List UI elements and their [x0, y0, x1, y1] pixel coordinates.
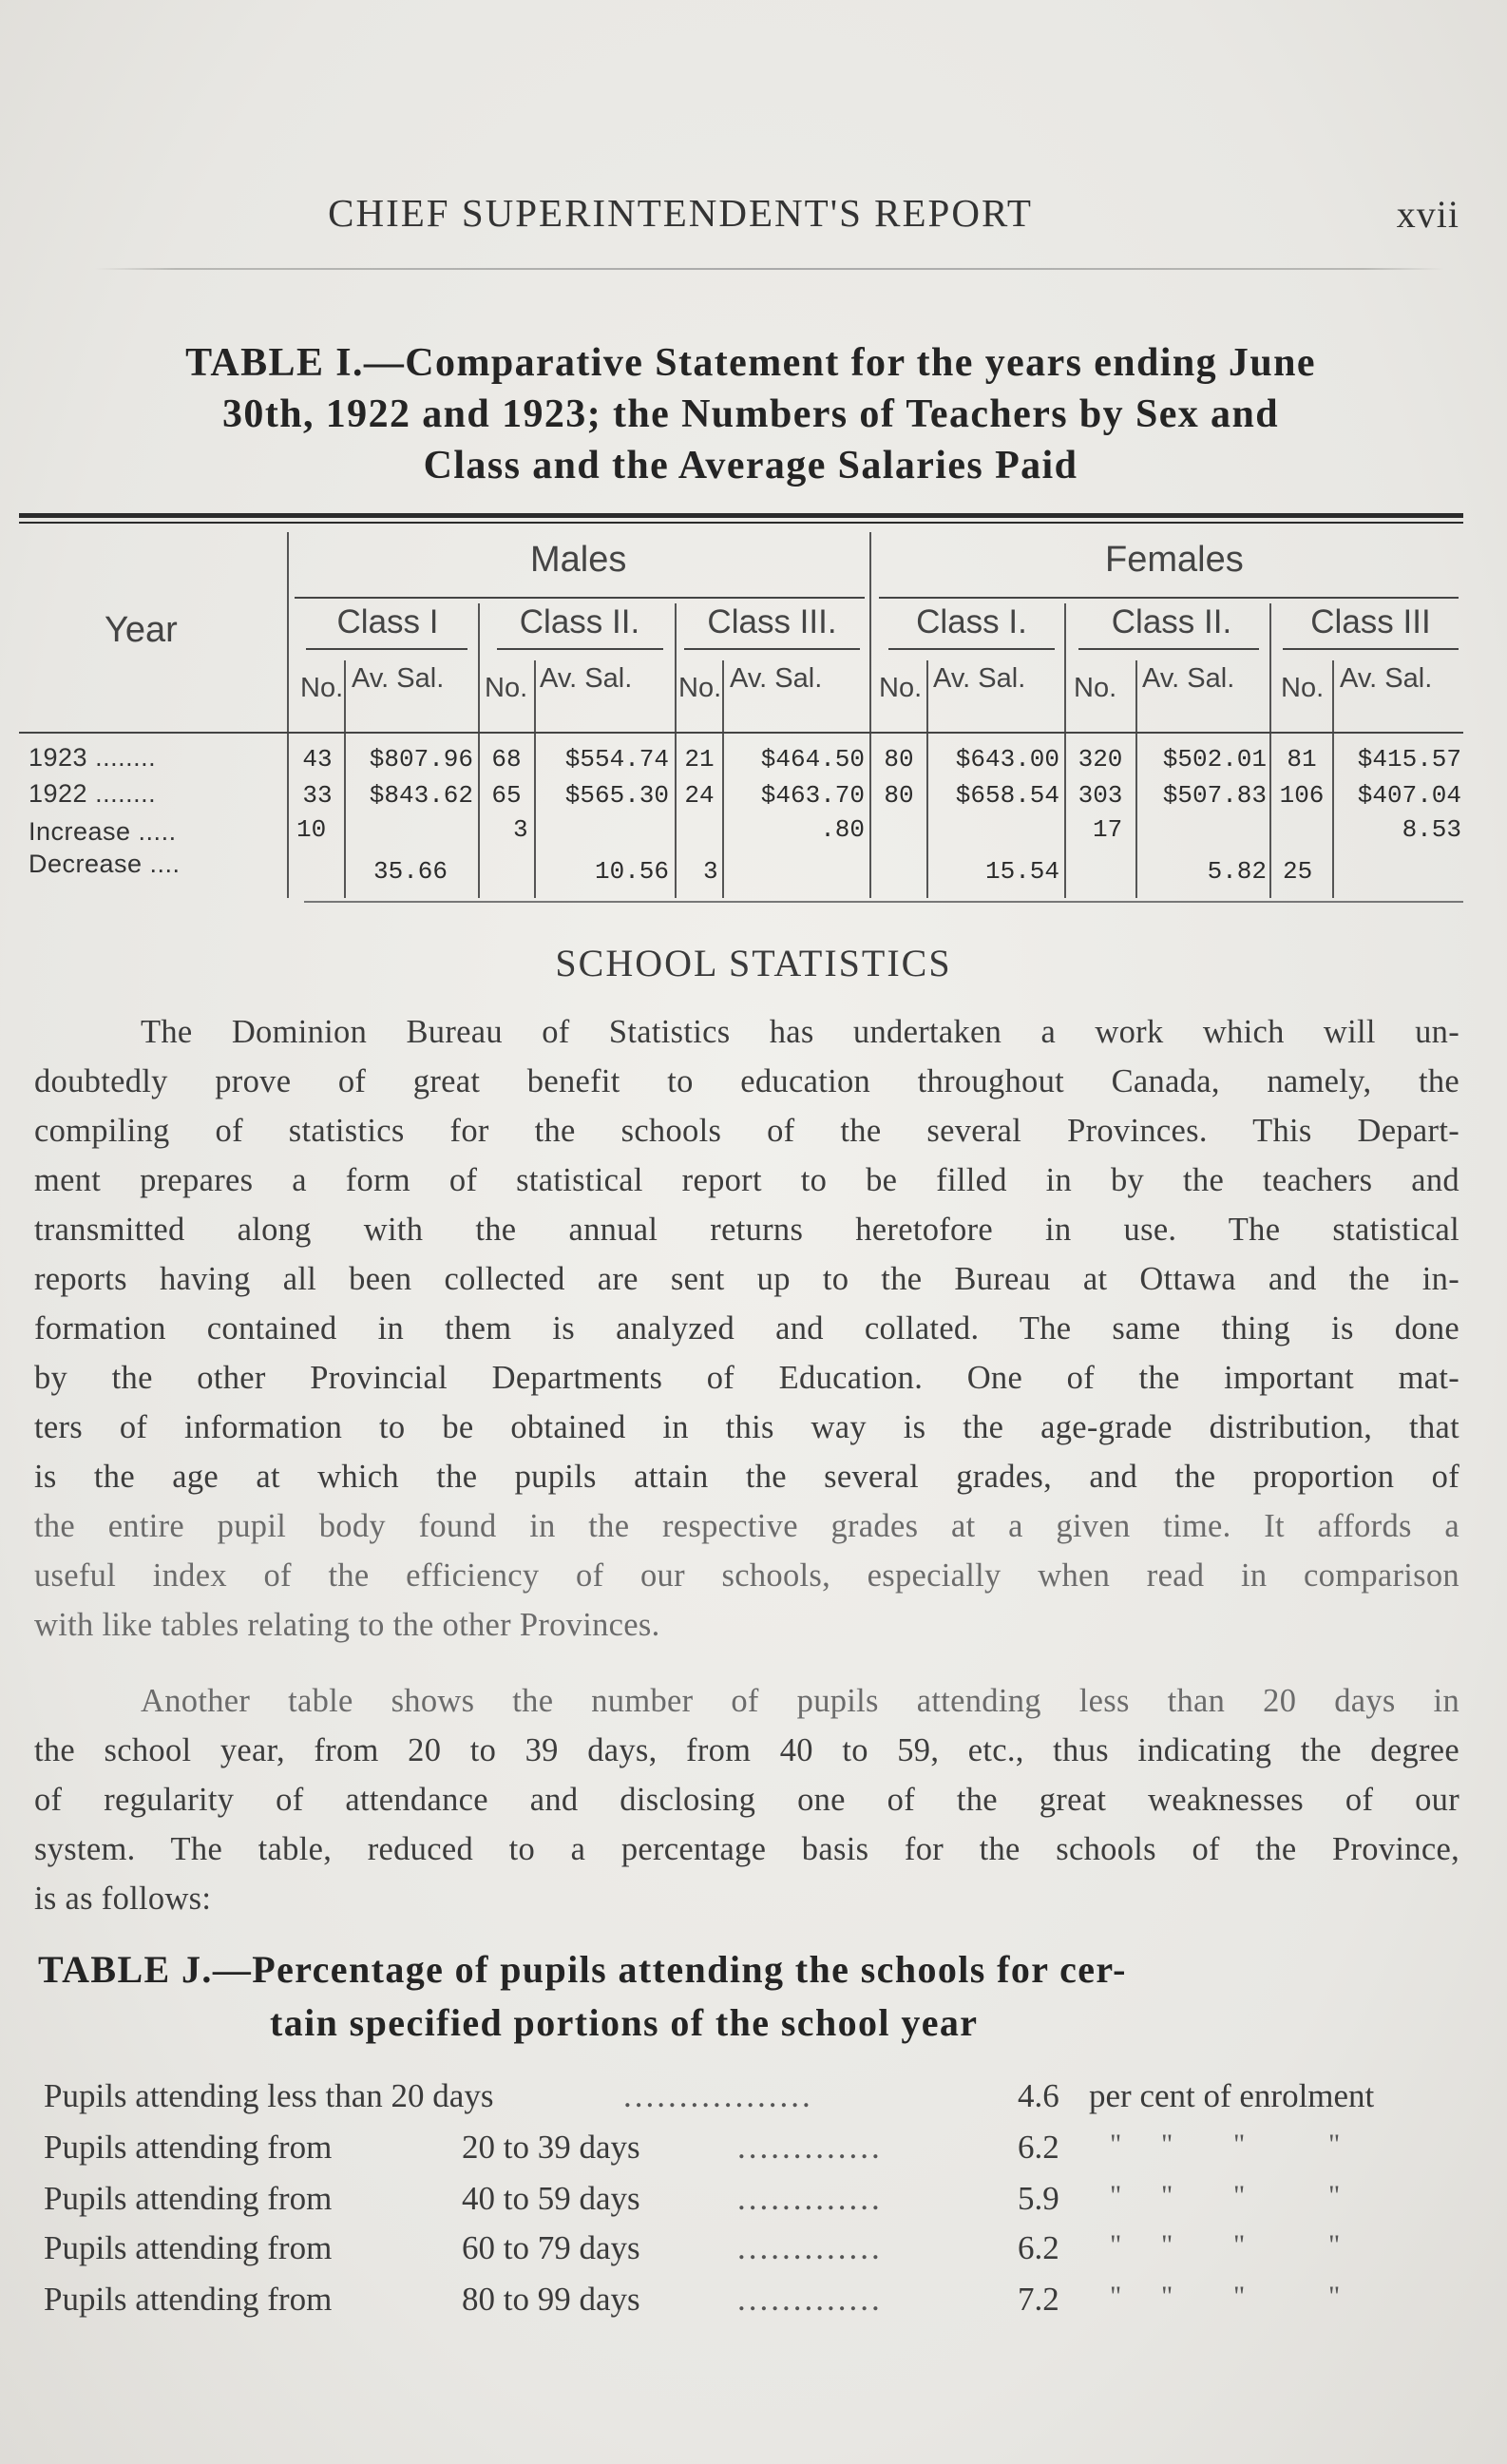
attendance-value: 5.9	[1018, 2180, 1059, 2217]
ditto-mark: "	[1233, 2129, 1246, 2160]
attendance-value: 6.2	[1018, 2129, 1059, 2166]
attendance-row	[44, 2180, 1469, 2227]
class-header: Class III	[1310, 603, 1431, 640]
leader-dots: .............	[737, 2129, 883, 2166]
table-vline	[1332, 660, 1334, 898]
text-line: doubtedly prove of great benefit to education throughout Canada, namely, the	[34, 1063, 1459, 1099]
table-vline	[1135, 660, 1137, 898]
table-j-title-line: tain specified portions of the school year	[270, 2001, 979, 2044]
table-cell: 80	[884, 745, 914, 774]
table-cell: $415.57	[1357, 745, 1461, 774]
running-title: CHIEF SUPERINTENDENT'S REPORT	[328, 191, 1033, 235]
table-cell: $565.30	[564, 781, 669, 810]
class-underline	[497, 648, 663, 650]
text-line: is as follows:	[34, 1881, 212, 1917]
attendance-label: Pupils attending from	[44, 2281, 333, 2318]
attendance-label: Pupils attending from	[44, 2180, 333, 2217]
males-underline	[295, 597, 865, 599]
table-vline	[1269, 603, 1271, 898]
table-cell: 15.54	[984, 857, 1059, 886]
text-line: with like tables relating to the other Provinces.	[34, 1607, 660, 1643]
header-rule	[95, 268, 1444, 270]
table-cell: 10.56	[594, 857, 669, 886]
table-cell: 80	[884, 781, 914, 810]
table-cell: 10	[296, 815, 327, 844]
attendance-label: Pupils attending from	[44, 2229, 333, 2266]
paragraph-1	[34, 1007, 1459, 1650]
table-vline	[534, 660, 536, 898]
males-header: Males	[530, 540, 627, 580]
table-cell: 320	[1078, 745, 1123, 774]
ditto-mark: "	[1328, 2229, 1341, 2261]
class-header: Class I.	[916, 603, 1027, 640]
table-i-title-line: TABLE I.—Comparative Statement for the years ending June	[185, 341, 1316, 385]
table-i-title-line: Class and the Average Salaries Paid	[423, 444, 1078, 487]
text-line: useful index of the efficiency of our schools, especially when read in comparison	[34, 1557, 1459, 1594]
table-cell: $554.74	[564, 745, 669, 774]
class-underline	[684, 648, 860, 650]
page-number: xvii	[1396, 193, 1459, 236]
ditto-mark: "	[1110, 2129, 1122, 2160]
table-cell: $502.01	[1162, 745, 1267, 774]
row-label: Increase .....	[29, 817, 177, 846]
table-cell: $807.96	[369, 745, 473, 774]
class-underline	[306, 648, 467, 650]
no-subheader: No.	[1074, 673, 1117, 703]
paragraph-2	[34, 1676, 1459, 1923]
ditto-mark: "	[1328, 2129, 1341, 2160]
table-cell: $407.04	[1357, 781, 1461, 810]
ditto-mark: "	[1110, 2229, 1122, 2261]
ditto-mark: "	[1161, 2229, 1173, 2261]
table-vline	[869, 532, 871, 898]
table-cell: $658.54	[955, 781, 1059, 810]
table-cell: 24	[684, 781, 715, 810]
attendance-row	[44, 2229, 1469, 2277]
text-line: the entire pupil body found in the respective grades at a given time. It affords a	[34, 1508, 1459, 1544]
ditto-mark: "	[1233, 2229, 1246, 2261]
no-subheader: No.	[300, 673, 344, 703]
ditto-mark: "	[1161, 2180, 1173, 2211]
table-cell: $843.62	[369, 781, 473, 810]
attendance-range: 20 to 39 days	[462, 2129, 640, 2166]
year-column-header: Year	[105, 610, 178, 650]
table-vline	[1064, 603, 1066, 898]
row-label: 1922 ........	[29, 779, 157, 808]
text-line: is the age at which the pupils attain the several grades, and the proportion of	[34, 1459, 1459, 1495]
attendance-row	[44, 2281, 1469, 2328]
ditto-mark: "	[1233, 2180, 1246, 2211]
text-line: Another table shows the number of pupils attending less than 20 days in	[141, 1683, 1459, 1719]
attendance-range: 40 to 59 days	[462, 2180, 640, 2217]
text-line: by the other Provincial Departments of Education. One of the important mat-	[34, 1360, 1459, 1396]
avsal-subheader: Av. Sal.	[1142, 663, 1235, 694]
table-top-rule	[19, 513, 1463, 518]
text-line: compiling of statistics for the schools of the several Provinces. This Depart-	[34, 1113, 1459, 1149]
table-cell: 3	[703, 857, 718, 886]
table-vline	[675, 603, 677, 898]
text-line: ters of information to be obtained in this way is the age-grade distribution, that	[34, 1409, 1459, 1445]
leader-dots: .............	[737, 2180, 883, 2217]
table-cell: 43	[302, 745, 333, 774]
attendance-label: Pupils attending less than 20 days	[44, 2077, 494, 2114]
avsal-subheader: Av. Sal.	[933, 663, 1026, 694]
table-j-title-line: TABLE J.—Percentage of pupils attending the schools for cer-	[38, 1948, 1127, 1991]
table-vline	[478, 603, 480, 898]
no-subheader: No.	[485, 673, 528, 703]
attendance-label: Pupils attending from	[44, 2129, 333, 2166]
table-cell: 106	[1279, 781, 1325, 810]
table-i-title	[29, 337, 1473, 491]
table-cell: 17	[1093, 815, 1123, 844]
table-cell: 303	[1078, 781, 1123, 810]
text-line: of regularity of attendance and disclosing one of the great weaknesses of our	[34, 1782, 1459, 1818]
table-i-title-line: 30th, 1922 and 1923; the Numbers of Teachers by Sex and	[222, 392, 1279, 436]
ditto-mark: "	[1110, 2281, 1122, 2312]
class-header: Class III.	[707, 603, 837, 640]
attendance-value: 4.6	[1018, 2077, 1059, 2114]
no-subheader: No.	[879, 673, 923, 703]
table-i	[19, 513, 1463, 912]
ditto-mark: "	[1161, 2129, 1173, 2160]
table-cell: 65	[491, 781, 522, 810]
class-header: Class II.	[519, 603, 640, 640]
text-line: system. The table, reduced to a percentage basis for the schools of the Province,	[34, 1831, 1459, 1867]
avsal-subheader: Av. Sal.	[1340, 663, 1433, 694]
table-cell: 25	[1283, 857, 1313, 886]
table-bottom-rule	[304, 901, 1463, 903]
table-cell: $463.70	[760, 781, 865, 810]
ditto-mark: "	[1233, 2281, 1246, 2312]
table-cell: $507.83	[1162, 781, 1267, 810]
text-line: reports having all been collected are sent up to the Bureau at Ottawa and the in-	[34, 1261, 1459, 1297]
ditto-mark: "	[1328, 2180, 1341, 2211]
class-underline	[1283, 648, 1459, 650]
ditto-mark: "	[1110, 2180, 1122, 2211]
class-underline	[1078, 648, 1259, 650]
table-top-rule-double	[19, 522, 1463, 524]
table-vline	[344, 660, 346, 898]
females-header: Females	[1105, 540, 1244, 580]
attendance-value: 6.2	[1018, 2229, 1059, 2266]
no-subheader: No.	[1281, 673, 1325, 703]
text-line: formation contained in them is analyzed and collated. The same thing is done	[34, 1310, 1459, 1347]
table-cell: 68	[491, 745, 522, 774]
text-line: The Dominion Bureau of Statistics has undertaken a work which will un-	[141, 1014, 1459, 1050]
table-cell: 21	[684, 745, 715, 774]
avsal-subheader: Av. Sal.	[540, 663, 633, 694]
table-cell: .80	[820, 815, 865, 844]
text-line: the school year, from 20 to 39 days, from 40 to 59, etc., thus indicating the degree	[34, 1732, 1459, 1768]
ditto-mark: "	[1328, 2281, 1341, 2312]
text-line: transmitted along with the annual returns heretofore in use. The statistical	[34, 1212, 1459, 1248]
table-cell: 81	[1287, 745, 1317, 774]
text-line: ment prepares a form of statistical report to be filled in by the teachers and	[34, 1162, 1459, 1198]
section-heading: SCHOOL STATISTICS	[555, 942, 952, 984]
attendance-value: 7.2	[1018, 2281, 1059, 2318]
table-header-rule	[19, 732, 1463, 734]
attendance-range: 80 to 99 days	[462, 2281, 640, 2318]
attendance-range: 60 to 79 days	[462, 2229, 640, 2266]
row-label: Decrease ....	[29, 850, 181, 878]
table-cell: $464.50	[760, 745, 865, 774]
avsal-subheader: Av. Sal.	[730, 663, 823, 694]
leader-dots: .................	[623, 2077, 813, 2114]
class-header: Class II.	[1111, 603, 1232, 640]
leader-dots: .............	[737, 2229, 883, 2266]
row-label: 1923 ........	[29, 743, 157, 772]
table-cell: 3	[513, 815, 528, 844]
class-header: Class I	[336, 603, 439, 640]
table-cell: $643.00	[955, 745, 1059, 774]
table-vline	[926, 660, 928, 898]
table-cell: 5.82	[1207, 857, 1267, 886]
females-underline	[879, 597, 1459, 599]
no-subheader: No.	[678, 673, 722, 703]
leader-dots: .............	[737, 2281, 883, 2318]
table-vline	[722, 660, 724, 898]
class-underline	[888, 648, 1055, 650]
table-j-title	[38, 1943, 1482, 2050]
table-cell: 35.66	[372, 857, 448, 886]
attendance-row	[44, 2077, 1469, 2125]
table-vline	[287, 532, 289, 898]
attendance-unit: per cent of enrolment	[1089, 2077, 1375, 2114]
table-cell: 8.53	[1402, 815, 1461, 844]
table-cell: 33	[302, 781, 333, 810]
running-head	[34, 190, 1459, 247]
attendance-row	[44, 2129, 1469, 2176]
avsal-subheader: Av. Sal.	[352, 663, 445, 694]
ditto-mark: "	[1161, 2281, 1173, 2312]
